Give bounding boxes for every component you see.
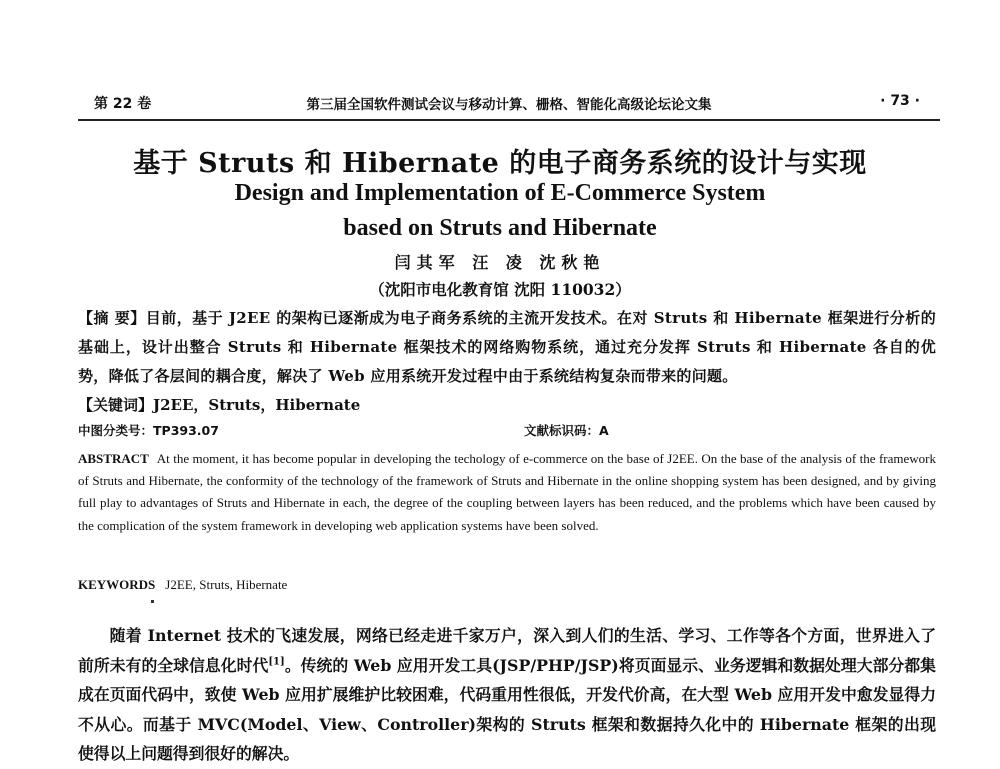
scan-dot	[151, 600, 154, 603]
abstract-chinese-label: 【摘 要】	[78, 309, 146, 327]
body-text-part1: 随着 Internet 技术的飞速发展，网络已经走进千家万户，深入到人们的生活、学习、工作等各个方面，世界进入了前所未有的全球信息化时代	[78, 626, 936, 675]
clc-number	[78, 421, 219, 439]
journal-title: 第三届全国软件测试会议与移动计算、栅格、智能化高级论坛论文集	[306, 97, 712, 113]
document-code	[524, 421, 609, 439]
keywords-english-text: J2EE, Struts, Hibernate	[165, 577, 288, 592]
running-header	[78, 93, 940, 121]
page-number: · 73 ·	[880, 93, 920, 109]
keywords-english	[78, 574, 936, 596]
clc-label: 中图分类号：	[78, 423, 154, 438]
title-english-line1: Design and Implementation of E-Commerce System	[234, 180, 766, 206]
title-chinese: 基于 Struts 和 Hibernate 的电子商务系统的设计与实现	[133, 148, 867, 179]
abstract-chinese	[78, 304, 936, 391]
keywords-chinese	[78, 391, 936, 420]
abstract-chinese-text: 目前，基于 J2EE 的架构已逐渐成为电子商务系统的主流开发技术。在对 Struts 和 Hibernate 框架进行分析的基础上，设计出整合 Struts 和 Hibernate 框架技术的网络购物系统，通过充分发挥 Struts 和 Hibernate 各自的优势，降低了各层间的耦合度，解决了 Web 应用系统开发过程中由于系统结构复杂而带来的问题。	[78, 309, 936, 385]
authors: 闫其军 汪 凌 沈秋艳	[394, 253, 606, 272]
clc-value: TP393.07	[153, 423, 219, 438]
body-text-part2: 。传统的 Web 应用开发工具(JSP/PHP/JSP)将页面显示、业务逻辑和数据处理大部分都集成在页面代码中，致使 Web 应用扩展维护比较困难，代码重用性很低，开发代价高，在大型 Web 应用开发中愈发显得力不从心。而基于 MVC(Model、View、Controller)架构的 Struts 框架和数据持久化中的 Hibernate 框架的出现使得以上问题得到很好的解决。	[78, 655, 936, 763]
abstract-english	[78, 448, 936, 537]
doc-label: 文献标识码：	[524, 423, 600, 438]
title-english-line2: based on Struts and Hibernate	[343, 215, 657, 241]
keywords-english-label: KEYWORDS	[78, 577, 156, 592]
keywords-chinese-label: 【关键词】	[78, 396, 154, 414]
classification-row	[78, 421, 936, 445]
abstract-english-label: ABSTRACT	[78, 451, 149, 466]
keywords-chinese-text: J2EE，Struts，Hibernate	[153, 396, 361, 414]
citation-ref[interactable]: [1]	[268, 656, 285, 668]
doc-value: A	[599, 423, 609, 438]
affiliation: （沈阳市电化教育馆 沈阳 110032）	[369, 280, 631, 299]
abstract-english-text: At the moment, it has become popular in developing the techology of e-commerce on the base of J2EE. On the base of the analysis of the framework of Struts and Hibernate, the conformity of the technology of the framework of Struts and Hibernate in the online shopping system has been designed, and by giving full play to advantages of Struts and Hibernate in each, the degree of the coupling between layers has been reduced, and the problems which have been caused by the complication of the system framework in developing web application systems have been solved.	[78, 451, 936, 533]
body-paragraph	[78, 621, 936, 769]
volume-label: 第 22 卷	[94, 96, 152, 112]
